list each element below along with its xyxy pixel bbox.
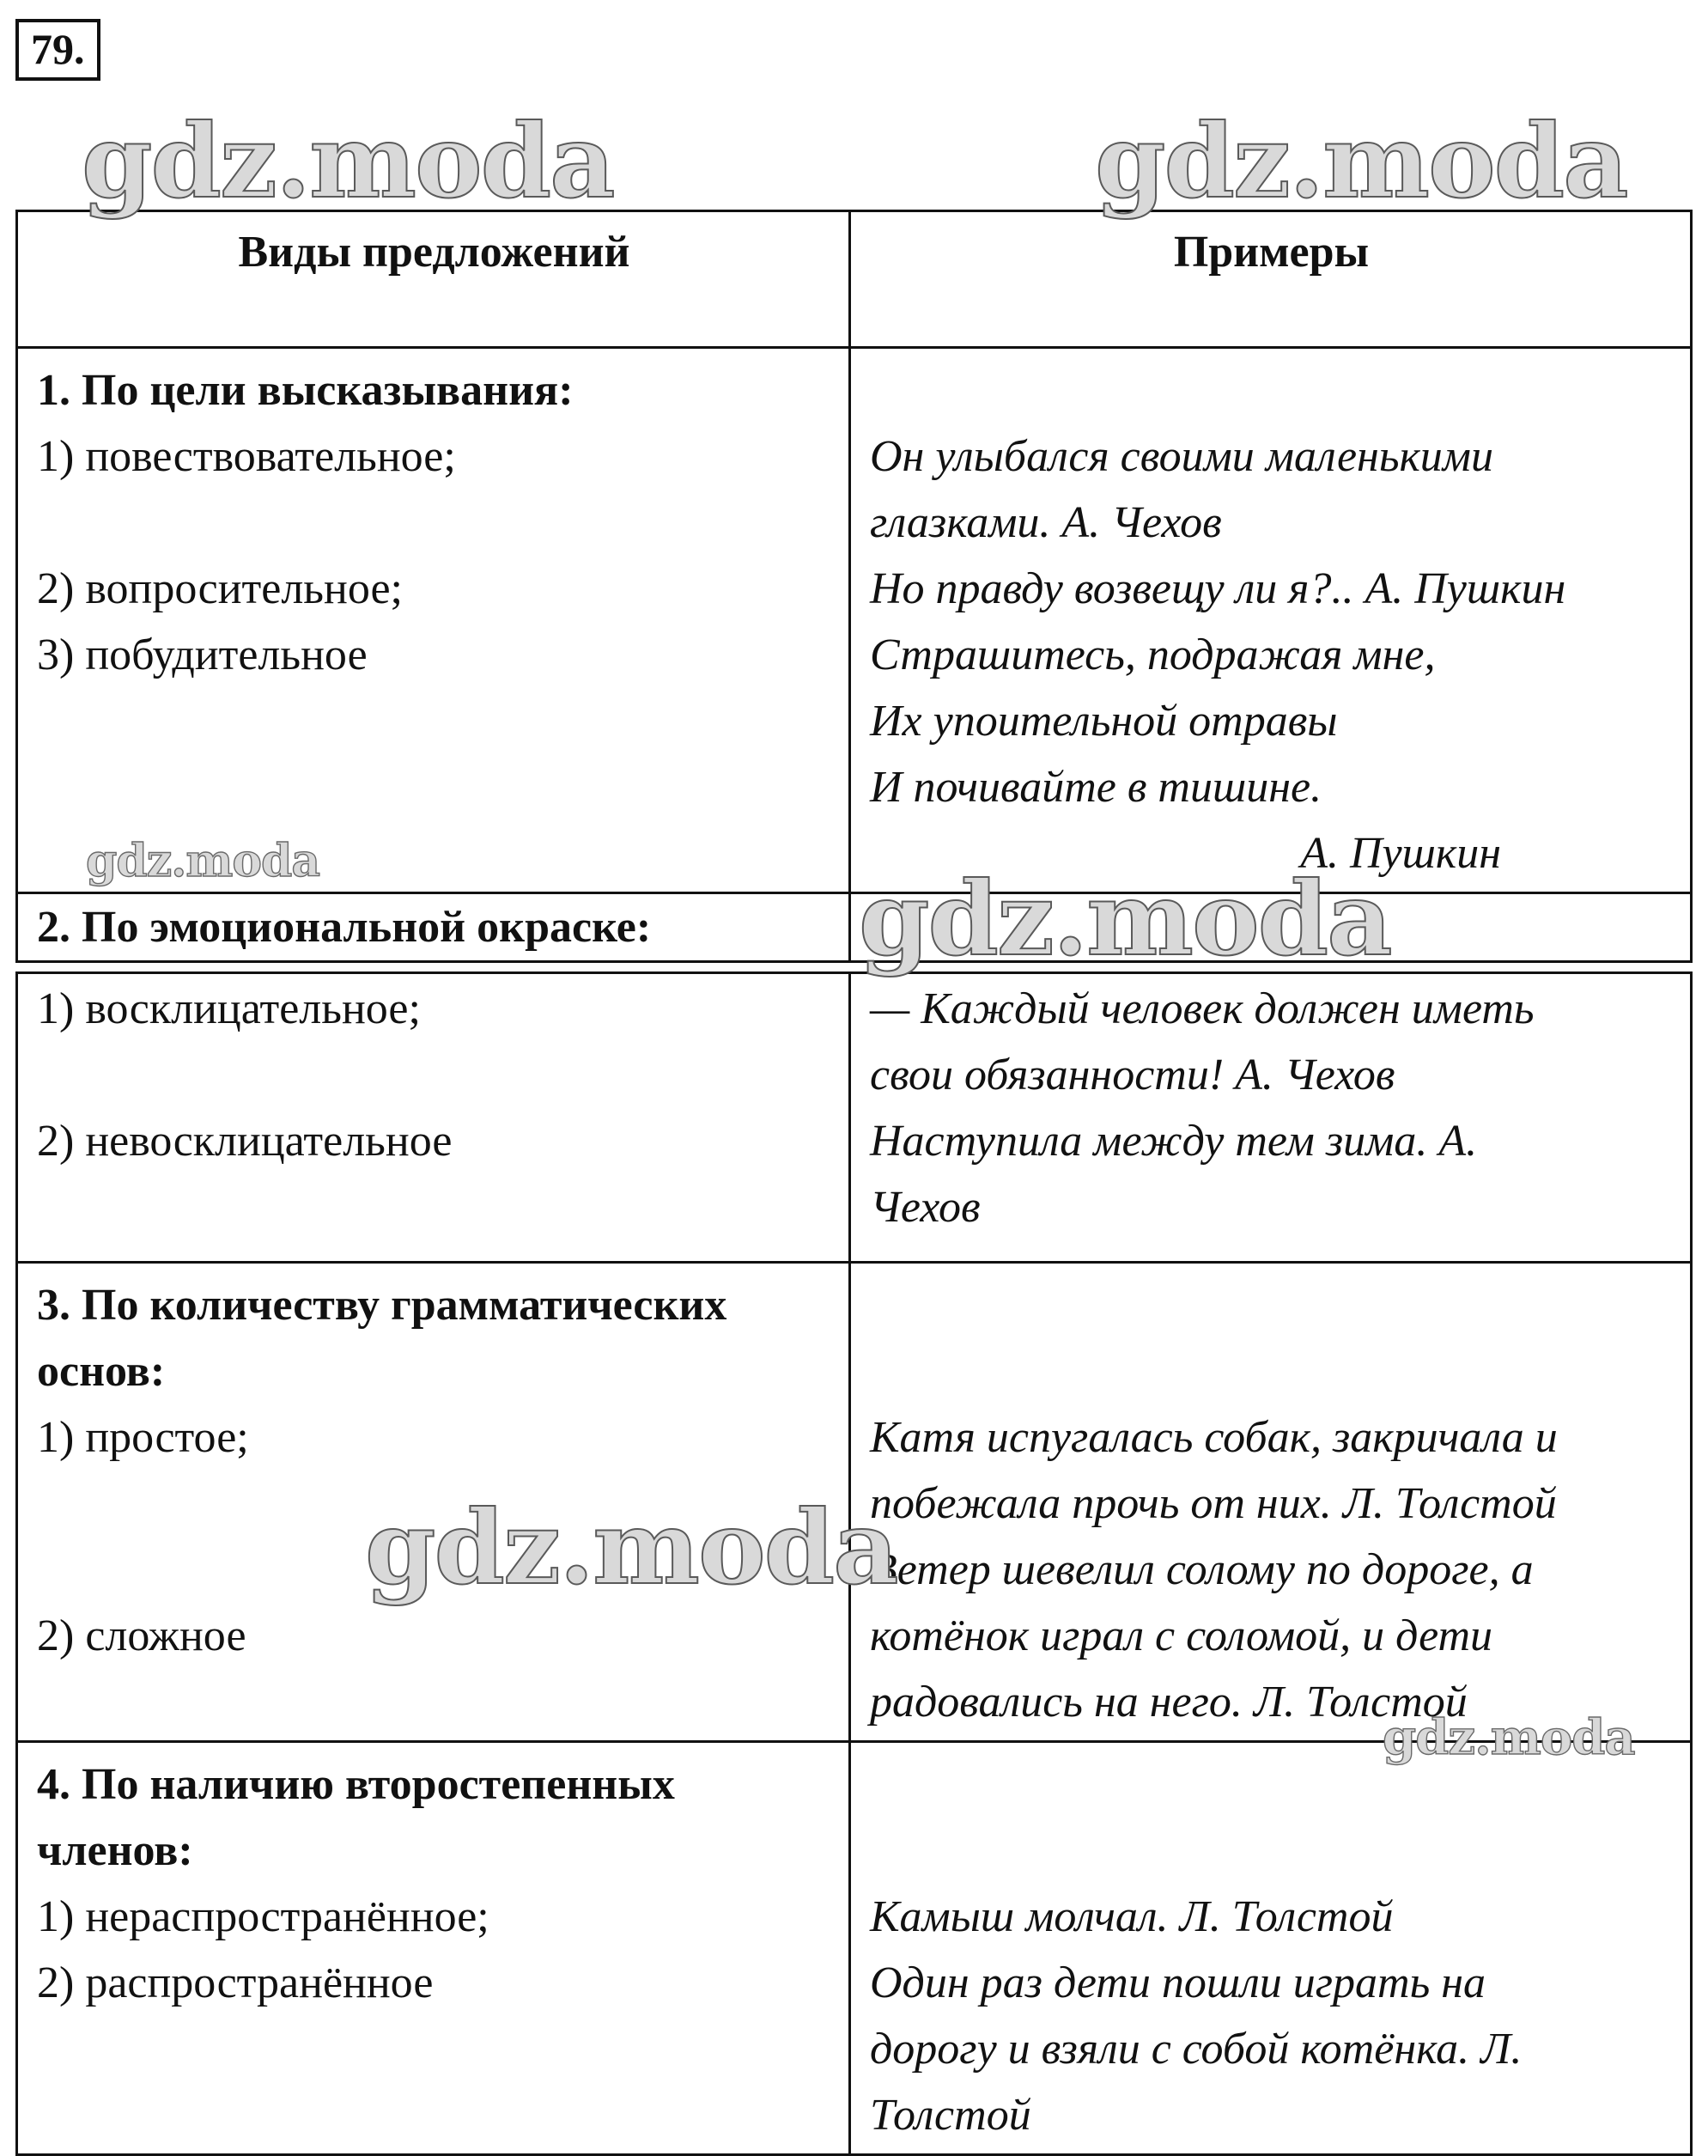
table-row: [17, 1742, 1692, 2155]
section3-examples-cell: [850, 1263, 1692, 1742]
table-row: [17, 973, 1692, 1263]
section2-types-cell: [17, 973, 850, 1263]
example-line: Один раз дети пошли играть на: [870, 1958, 1486, 2007]
list-item: 1) простое;: [37, 1413, 249, 1462]
section4-types-cell: [17, 1742, 850, 2155]
example-line: радовались на него. Л. Толстой: [870, 1678, 1468, 1727]
example-line: Ветер шевелил солому по дороге, а: [870, 1545, 1534, 1594]
task-number: 79.: [15, 19, 100, 81]
list-item: 2) сложное: [37, 1611, 246, 1660]
example-line: побежала прочь от них. Л. Толстой: [870, 1479, 1557, 1528]
example-line: Их упоительной отравы: [870, 697, 1338, 746]
example-line: Чехов: [870, 1183, 981, 1232]
list-item: 1) восклицательное;: [37, 984, 421, 1033]
list-item: 1) повествовательное;: [37, 432, 456, 481]
section2-title: 2. По эмоциональной окраске:: [37, 903, 652, 952]
example-line: глазками. А. Чехов: [870, 498, 1222, 547]
list-item: 1) нераспространённое;: [37, 1892, 489, 1941]
table-header-row: [17, 211, 1692, 348]
watermark: gdz.moda: [1095, 101, 1627, 221]
section3-title: 3. По количеству грамматических: [37, 1281, 727, 1330]
section2-title-cell: [17, 893, 850, 962]
section2-empty-cell: [850, 893, 1692, 962]
table-row: [17, 348, 1692, 893]
sentence-types-table-part1: [15, 210, 1693, 963]
example-line: — Каждый человек должен иметь: [870, 984, 1535, 1033]
section1-examples-cell: [850, 348, 1692, 893]
section4-title: 4. По наличию второстепенных: [37, 1760, 675, 1809]
example-line: Наступила между тем зима. А.: [870, 1117, 1478, 1166]
section1-types-cell: [17, 348, 850, 893]
example-line: Он улыбался своими маленькими: [870, 432, 1493, 481]
example-line: котёнок играл с соломой, и дети: [870, 1611, 1493, 1660]
table-row: [17, 893, 1692, 962]
example-line: Камыш молчал. Л. Толстой: [870, 1892, 1394, 1941]
example-author: А. Пушкин: [1300, 829, 1501, 878]
section1-title: 1. По цели высказывания:: [37, 366, 574, 415]
example-line: дорогу и взяли с собой котёнка. Л.: [870, 2025, 1523, 2074]
example-line: свои обязанности! А. Чехов: [870, 1051, 1395, 1099]
sentence-types-table-part2: [15, 971, 1693, 2156]
table-row: [17, 1263, 1692, 1742]
watermark: gdz.moda: [86, 835, 320, 887]
example-line: Толстой: [870, 2091, 1031, 2140]
watermark: gdz.moda: [1383, 1709, 1635, 1766]
list-item: 2) вопросительное;: [37, 564, 404, 613]
example-line: Но правду возвещу ли я?.. А. Пушкин: [870, 564, 1566, 613]
section4-examples-cell: [850, 1742, 1692, 2155]
header-examples: Примеры: [850, 211, 1692, 348]
list-item: 2) распространённое: [37, 1958, 434, 2007]
section2-examples-cell: [850, 973, 1692, 1263]
watermark: gdz.moda: [859, 859, 1391, 978]
section3-types-cell: [17, 1263, 850, 1742]
section3-title: основ:: [37, 1347, 166, 1396]
watermark: gdz.moda: [365, 1488, 897, 1607]
watermark: gdz.moda: [82, 101, 614, 221]
example-line: Катя испугалась собак, закричала и: [870, 1413, 1558, 1462]
section4-title: членов:: [37, 1826, 193, 1875]
list-item: 2) невосклицательное: [37, 1117, 453, 1166]
list-item: 3) побудительное: [37, 630, 368, 679]
example-line: И почивайте в тишине.: [870, 763, 1322, 812]
header-types: Виды предложений: [17, 211, 850, 348]
example-line: Страшитесь, подражая мне,: [870, 630, 1436, 679]
